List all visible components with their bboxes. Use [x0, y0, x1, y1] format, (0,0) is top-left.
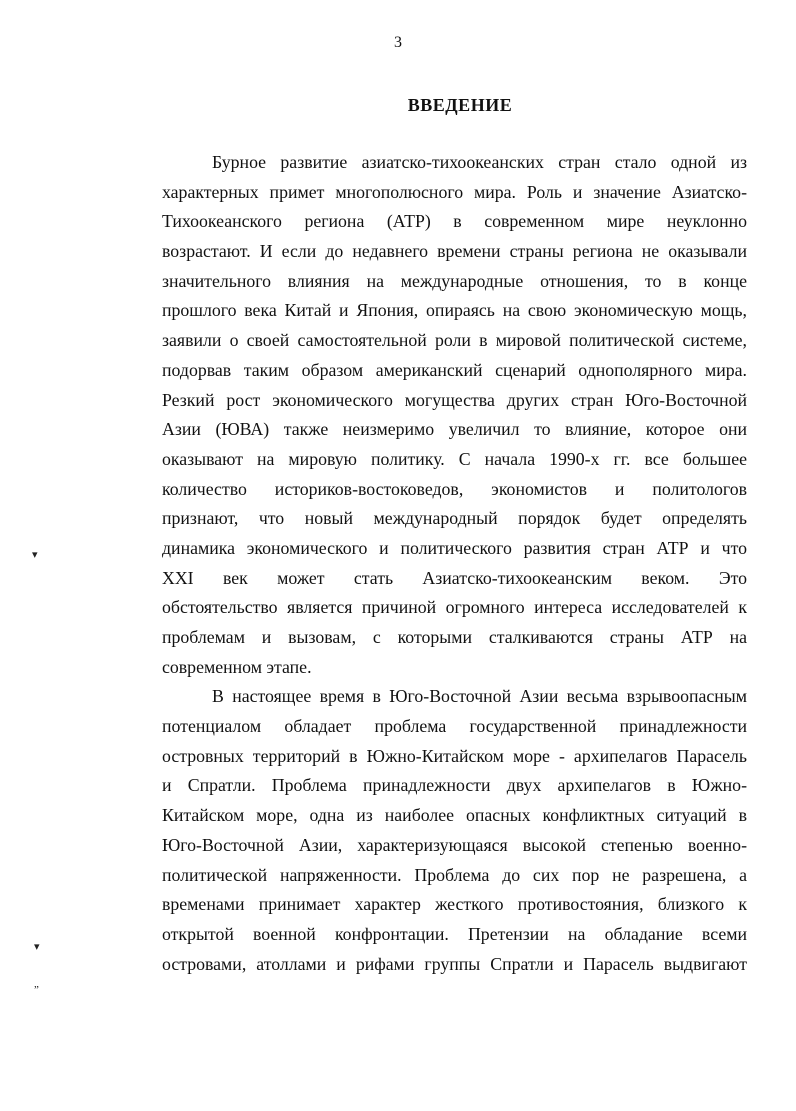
- text-line: количество историков-востоковедов, экономистов и политологов: [162, 478, 747, 499]
- text-line: характерных примет многополюсного мира. Роль и значение Азиатско-: [162, 181, 747, 202]
- text-line: В настоящее время в Юго-Восточной Азии весьма взрывоопасным: [212, 686, 747, 707]
- text-line: прошлого века Китай и Япония, опираясь на свою экономическую мощь,: [162, 300, 747, 321]
- text-line: возрастают. И если до недавнего времени страны региона не оказывали: [162, 241, 747, 262]
- text-line: современном этапе.: [162, 656, 312, 677]
- text-line: Юго-Восточной Азии, характеризующаяся высокой степенью военно-: [162, 834, 747, 855]
- scan-mark: ▾: [32, 549, 38, 561]
- text-line: и Спратли. Проблема принадлежности двух архипелагов в Южно-: [162, 775, 747, 796]
- text-line: заявили о своей самостоятельной роли в мировой политической системе,: [162, 330, 747, 351]
- text-line: проблемам и вызовам, с которыми сталкиваются страны АТР на: [162, 627, 747, 647]
- paragraph-1: [162, 148, 747, 682]
- text-line: XXI век может стать Азиатско-тихоокеанским веком. Это: [162, 567, 747, 588]
- text-line: потенциалом обладает проблема государственной принадлежности: [162, 716, 747, 737]
- text-line: Бурное развитие азиатско-тихоокеанских стран стало одной из: [212, 152, 747, 172]
- text-line: открытой военной конфронтации. Претензии на обладание всеми: [162, 923, 747, 944]
- scan-mark: „: [34, 978, 39, 990]
- text-line: Тихоокеанского региона (АТР) в современном мире неуклонно: [162, 211, 747, 232]
- paragraph-2: [162, 682, 747, 979]
- section-heading: ВВЕДЕНИЕ: [407, 95, 513, 115]
- text-line: оказывают на мировую политику. С начала 1990-х гг. все большее: [162, 448, 747, 469]
- scan-mark: ▾: [34, 941, 40, 953]
- text-line: динамика экономического и политического развития стран АТР и что: [162, 537, 747, 558]
- text-line: Резкий рост экономического могущества других стран Юго-Восточной: [162, 389, 747, 410]
- text-line: значительного влияния на международные отношения, то в конце: [162, 270, 747, 291]
- text-line: островами, атоллами и рифами группы Спратли и Парасель выдвигают: [162, 953, 747, 974]
- text-line: Китайском море, одна из наиболее опасных конфликтных ситуаций в: [162, 805, 747, 826]
- text-line: политической напряженности. Проблема до сих пор не разрешена, а: [162, 864, 747, 885]
- text-line: обстоятельство является причиной огромного интереса исследователей к: [162, 597, 747, 618]
- body-text: [162, 148, 747, 979]
- text-line: признают, что новый международный порядок будет определять: [162, 508, 747, 529]
- text-line: Азии (ЮВА) также неизмеримо увеличил то влияние, которое они: [162, 419, 747, 440]
- text-line: подорвав таким образом американский сценарий однополярного мира.: [162, 359, 747, 380]
- text-line: островных территорий в Южно-Китайском море - архипелагов Парасель: [162, 745, 747, 766]
- text-line: временами принимает характер жесткого противостояния, близкого к: [162, 894, 747, 915]
- page-number: 3: [394, 34, 402, 51]
